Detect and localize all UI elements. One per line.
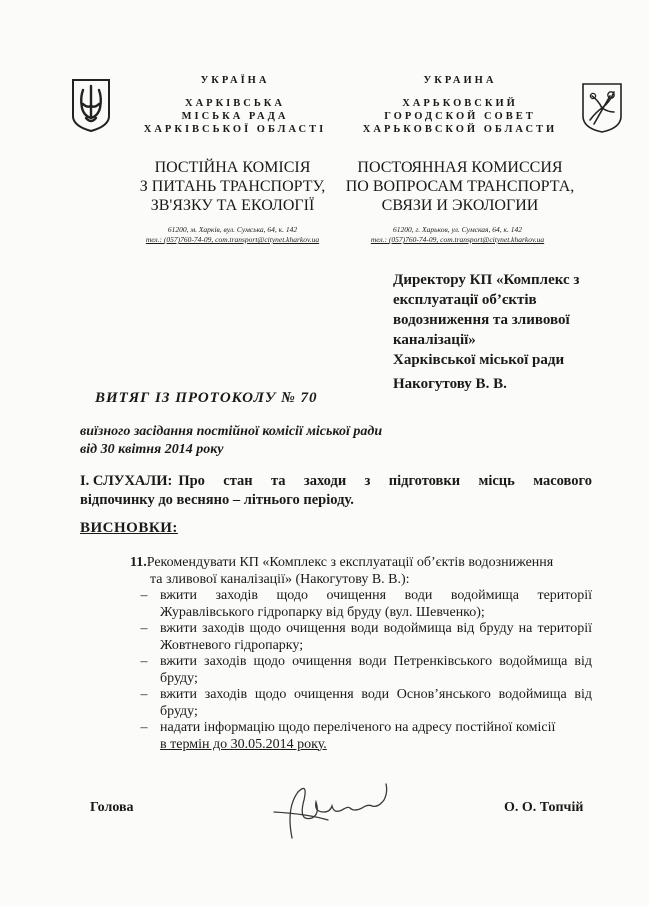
header-right xyxy=(360,74,560,136)
address-ua: 61200, м. Харків, вул. Сумська, 64, к. 142 тел.: (057)760-74-09, com.transport@citynet.kharkov.ua xyxy=(145,225,320,244)
list-item: – вжити заходів щодо очищення води водоймища території Журавлівського гідропарку від бруду (вул. Шевченко); xyxy=(140,588,592,620)
recipient-block: Директору КП «Комплекс з експлуатації об’єктів водозниження та зливової каналізації» Харківської міської ради xyxy=(393,272,580,368)
item-text: та зливової каналізації» (Накогутову В. В.): xyxy=(150,571,410,587)
meeting-subtitle: виїзного засідання постійної комісії міської ради від 30 квітня 2014 року xyxy=(80,424,383,457)
council-line: МІСЬКА РАДА xyxy=(181,111,289,122)
conclusions-body xyxy=(130,555,592,753)
header-left xyxy=(140,74,330,136)
heard-text-line: відпочинку до весняно – літнього періоду. xyxy=(80,492,354,508)
heard-section xyxy=(80,472,592,510)
committee-name-ua: ПОСТІЙНА КОМІСІЯ З ПИТАНЬ ТРАНСПОРТУ, ЗВ'ЯЗКУ ТА ЕКОЛОГІЇ xyxy=(139,159,326,214)
country-name-ua: УКРАЇНА xyxy=(200,75,270,86)
council-line: ХАРЬКОВСКОЙ ОБЛАСТИ xyxy=(362,124,558,135)
trident-emblem-icon xyxy=(70,78,112,133)
conclusions-heading: ВИСНОВКИ: xyxy=(80,520,178,536)
handwritten-signature xyxy=(268,778,398,840)
council-line: ХАРКІВСЬКОЇ ОБЛАСТІ xyxy=(143,124,327,135)
deadline-text: в термін до 30.05.2014 року. xyxy=(160,736,327,752)
heard-text-line: Про стан та заходи з підготовки місць масового xyxy=(178,473,592,489)
recipient-name: Накогутову В. В. xyxy=(393,376,507,392)
extract-title: ВИТЯГ ІЗ ПРОТОКОЛУ № 70 xyxy=(95,390,318,406)
country-name-ru: УКРАИНА xyxy=(423,75,497,86)
council-line: ХАРКІВСЬКА xyxy=(184,98,285,109)
council-line: ХАРЬКОВСКИЙ xyxy=(402,98,518,109)
heard-label: І. СЛУХАЛИ: xyxy=(80,473,173,489)
kharkiv-coat-of-arms-icon xyxy=(580,82,624,134)
committee-name-ru: ПОСТОЯННАЯ КОМИССИЯ ПО ВОПРОСАМ ТРАНСПОРТА, СВЯЗИ И ЭКОЛОГИИ xyxy=(345,159,575,214)
address-ru: 61200, г. Харьков, ул. Сумская, 64, к. 142 тел.: (057)760-74-09, com.transport@citynet.kharkov.ua xyxy=(370,225,545,244)
item-text: Рекомендувати КП «Комплекс з експлуатації об’єктів водозниження xyxy=(146,555,554,570)
list-item: – вжити заходів щодо очищення води Основ’янського водоймища від бруду; xyxy=(140,687,592,719)
recommendation-list xyxy=(128,588,592,753)
list-item: – вжити заходів щодо очищення води Петренківського водоймища від бруду; xyxy=(140,654,592,686)
list-item: – вжити заходів щодо очищення води водоймища від бруду на території Жовтневого гідропарку; xyxy=(140,621,592,653)
signer-position: Голова xyxy=(90,800,134,815)
council-line: ГОРОДСКОЙ СОВЕТ xyxy=(384,111,536,122)
list-item: – надати інформацію щодо переліченого на адресу постійної комісії в термін до 30.05.2014 року. xyxy=(140,720,556,752)
item-number: 11. xyxy=(130,555,147,570)
signer-name: О. О. Топчій xyxy=(504,800,584,815)
